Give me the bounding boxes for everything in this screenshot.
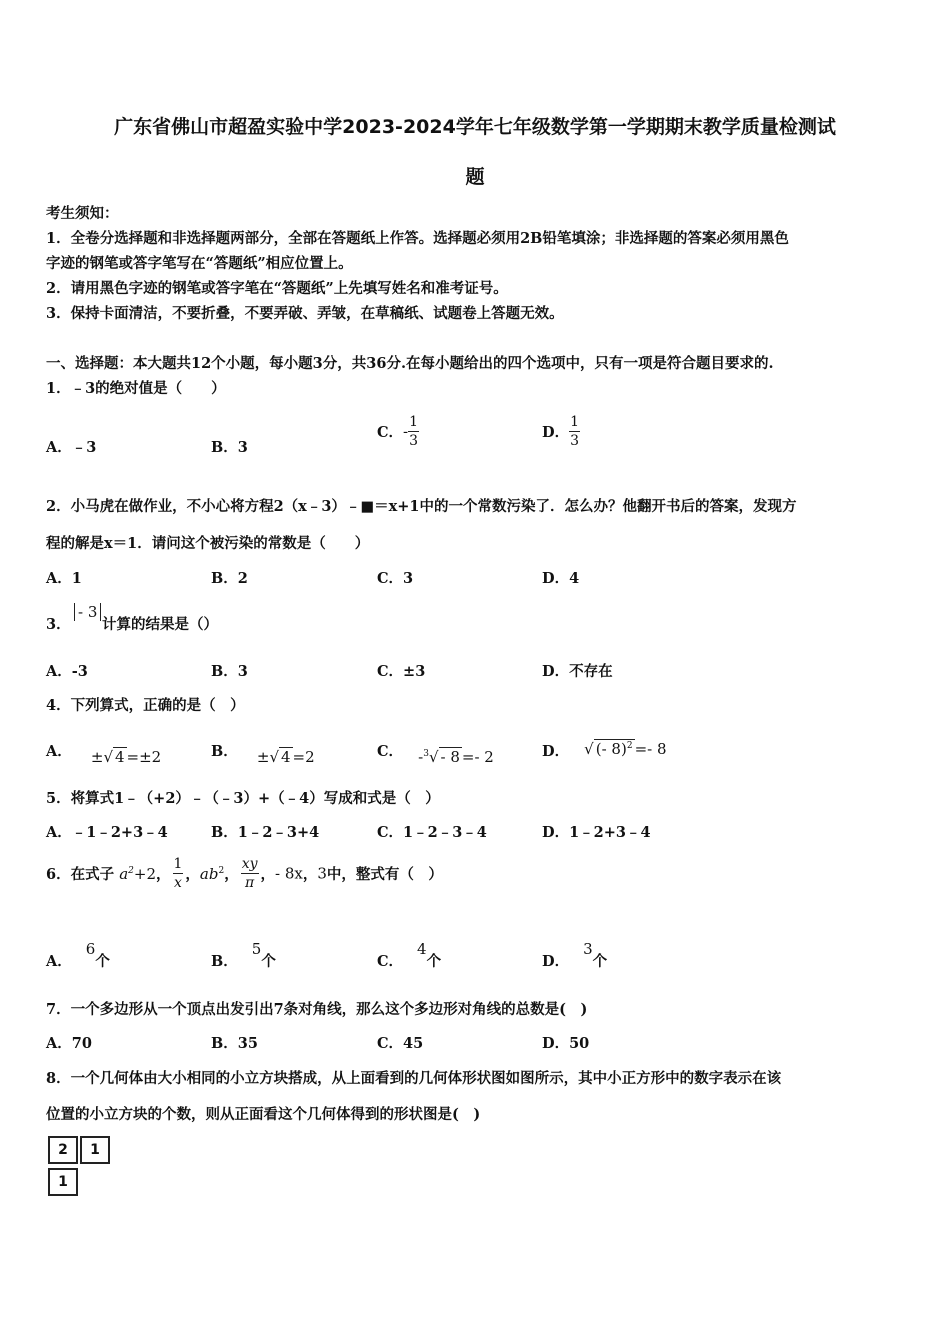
q7-option-b: B．35 <box>211 1035 258 1052</box>
notice-item-1: 1．全卷分选择题和非选择题两部分，全部在答题纸上作答。选择题必须用2B铅笔填涂；非选择题的答案必须用黑色 <box>46 230 789 247</box>
q5-option-d: D．1﹣2+3﹣4 <box>542 824 651 841</box>
notice-item-1-cont: 字迹的钢笔或答字笔写在“答题纸”相应位置上。 <box>46 255 353 272</box>
q3-option-b: B．3 <box>211 663 248 680</box>
q1-option-b: B．3 <box>211 439 248 456</box>
q2-option-b: B．2 <box>211 570 248 587</box>
q4-option-b: B． ±√ 4 =2 <box>211 743 315 766</box>
q2-option-c: C．3 <box>377 570 414 587</box>
q4-option-c: C． -$^3$√ - 8 =- 2 <box>377 743 494 766</box>
page-title-continued: 题 <box>465 166 485 188</box>
q5-option-a: A．﹣1﹣2+3﹣4 <box>46 824 168 841</box>
q7-option-a: A．70 <box>46 1035 92 1052</box>
q6-stem: 6．在式子 $a^2+2$， $\frac{1}{x}$ ，$ab^2$， $\frac{xy}{\pi}$ ，- 8x，3中，整式有（ ） <box>46 856 443 891</box>
q3-expression: - 3 <box>74 602 101 621</box>
q3-option-d: D．不存在 <box>542 663 613 680</box>
q4-option-d: D． √ (- 8)$^2$ =- 8 <box>542 740 667 760</box>
q6-option-a: A．6个 <box>46 940 110 970</box>
q3-number: 3． <box>46 616 71 633</box>
q5-option-c: C．1﹣2﹣3﹣4 <box>377 824 487 841</box>
q5-stem: 5．将算式1﹣（+2）﹣（﹣3）+（﹣4）写成和式是（ ） <box>46 790 440 807</box>
page-title: 广东省佛山市超盈实验中学2023-2024学年七年级数学第一学期期末教学质量检测试 <box>114 116 836 138</box>
q1-option-c: C．- $\frac{1}{3}$ <box>377 414 419 449</box>
q2-stem-cont: 程的解是x＝1．请问这个被污染的常数是（ ） <box>46 535 370 552</box>
q1-option-d: D． $\frac{1}{3}$ <box>542 414 579 449</box>
q8-stem: 8．一个几何体由大小相同的小立方块搭成，从上面看到的几何体形状图如图所示，其中小正方形中的数字表示在该 <box>46 1070 782 1087</box>
q6-option-c: C．4个 <box>377 940 442 970</box>
notice-item-3: 3．保持卡面清洁，不要折叠，不要弄破、弄皱，在草稿纸、试题卷上答题无效。 <box>46 305 564 322</box>
q7-option-d: D．50 <box>542 1035 590 1052</box>
q3-option-c: C．±3 <box>377 663 426 680</box>
q5-option-b: B．1﹣2﹣3+4 <box>211 824 320 841</box>
grid-cell: 2 <box>48 1136 78 1164</box>
q3-stem: 计算的结果是（） <box>102 616 218 633</box>
grid-cell: 1 <box>80 1136 110 1164</box>
q4-option-a: A． ±√ 4 =±2 <box>46 743 162 766</box>
q4-stem: 4．下列算式，正确的是（ ） <box>46 697 245 714</box>
q8-stem-cont: 位置的小立方块的个数，则从正面看这个几何体得到的形状图是( ) <box>46 1106 481 1123</box>
q7-stem: 7．一个多边形从一个顶点出发引出7条对角线，那么这个多边形对角线的总数是( ) <box>46 1001 588 1018</box>
q1-stem: 1．﹣3的绝对值是（ ） <box>46 380 226 397</box>
section-heading: 一、选择题：本大题共12个小题，每小题3分，共36分.在每小题给出的四个选项中，只有一项是符合题目要求的. <box>46 355 774 372</box>
grid-cell: 1 <box>48 1168 78 1196</box>
q7-option-c: C．45 <box>377 1035 424 1052</box>
q2-option-a: A．1 <box>46 570 82 587</box>
q6-option-b: B．5个 <box>211 940 276 970</box>
q6-option-d: D．3个 <box>542 940 608 970</box>
q2-option-d: D．4 <box>542 570 580 587</box>
q3-option-a: A．-3 <box>46 663 88 680</box>
q1-option-a: A．﹣3 <box>46 439 97 456</box>
notice-item-2: 2．请用黑色字迹的钢笔或答字笔在“答题纸”上先填写姓名和准考证号。 <box>46 280 508 297</box>
q2-stem: 2．小马虎在做作业，不小心将方程2（x﹣3）﹣■＝x+1中的一个常数污染了．怎么办？他翻开书后的答案，发现方 <box>46 498 797 515</box>
notice-heading: 考生须知： <box>46 205 119 222</box>
